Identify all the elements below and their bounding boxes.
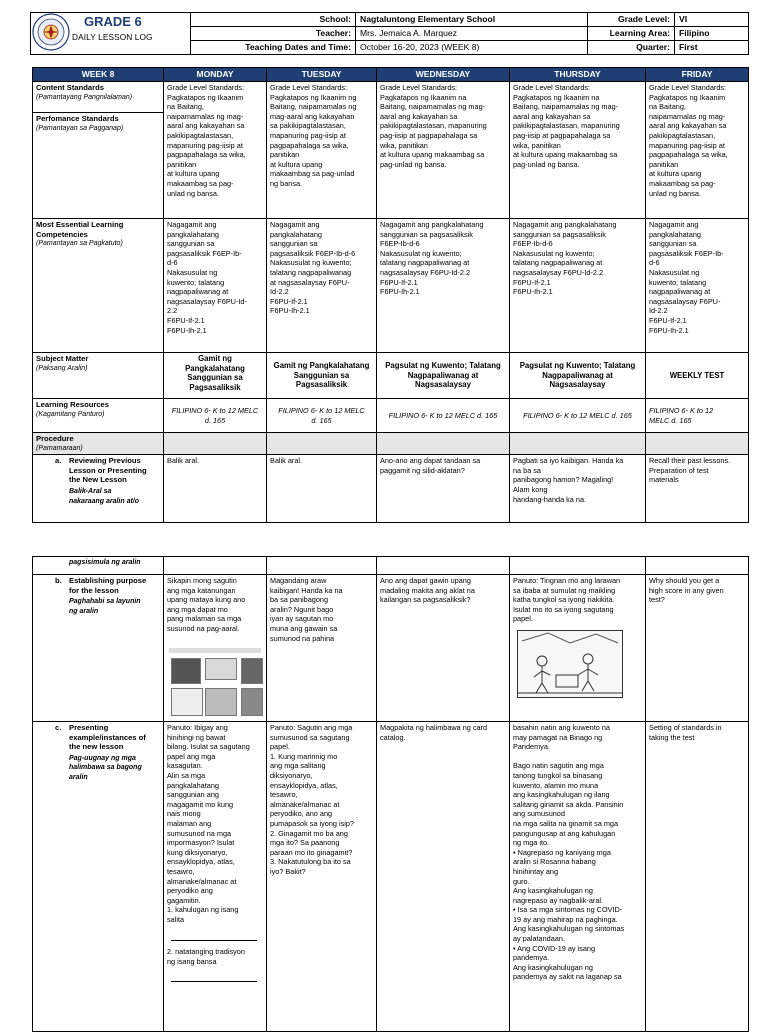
step-c-letter: c. (55, 723, 62, 732)
learning-area-label: Learning Area: (588, 27, 675, 41)
learning-resources-row (33, 399, 749, 433)
dates-label: Teaching Dates and Time: (191, 41, 356, 55)
resources-thursday: FILIPINO 6- K to 12 MELC d. 165 (510, 399, 646, 433)
subject-monday: Gamit ng Pangkalahatang Sanggunian sa Pagsasaliksik (164, 353, 267, 399)
step-c-monday-item2: 2. natatanging tradisyon ng isang bansa (167, 947, 245, 967)
step-a-continued-row (33, 557, 749, 575)
step-c-row (33, 722, 749, 1032)
step-a-sub: Balik-Aral sa nakaraang aralin at/o (69, 487, 140, 505)
step-a-letter: a. (55, 456, 62, 466)
subject-thursday: Pagsulat ng Kuwento; Talatang Nagpapaliwanag at Nagsasalaysay (510, 353, 646, 399)
step-b-tuesday: Magandang araw kaibigan! Handa ka na ba sa panibagong aralin? Ngunit bago iyan ay sagutan mo muna ang gawain sa sumunod na pahina (267, 575, 377, 722)
step-c-wednesday: Magpakita ng halimbawa ng card catalog. (377, 722, 510, 1032)
melc-label: Most Essential Learning Competencies (36, 220, 124, 239)
step-a-monday: Balik aral. (164, 455, 267, 523)
melc-monday: Nagagamit ang pangkalahatang sanggunian sa pagsasaliksik F6EP-Ib- d-6 Nakasusulat ng kuwento; talatang nagpapaliwanag at nagsasalaysay F6PU-Id- 2.2 F6PU-If-2.1 F6PU-Ih-2.1 (164, 219, 267, 353)
content-standards-sub: (Pamantayang Pangnilalaman) (36, 93, 133, 101)
subject-matter-sub: (Paksang Aralin) (36, 364, 88, 372)
step-b-wednesday: Ano ang dapat gawin upang madaling makita ang aklat na kailangan sa pagsasaliksik? (377, 575, 510, 722)
content-standards-row (33, 82, 749, 219)
col-thursday: THURSDAY (510, 68, 646, 82)
performance-standards-sub: (Pamantayan sa Pagganap) (36, 124, 124, 132)
answer-line-1 (171, 930, 257, 941)
step-b-sub: Paghahabi sa layunin ng aralin (69, 598, 141, 615)
grade-level-label: Grade Level: (588, 13, 675, 27)
grade-level-value: VI (675, 13, 749, 27)
story-illustration-image (517, 630, 623, 698)
step-c-thursday: basahin natin ang kuwento na may pamagat na Binago ng Pandemya. Bago natin sagutin ang mga tanong tungkol sa binasang kuwento, alamin mo muna ang kasingkahulugan ng ilang salitang ginamit sa akda. Pansinin ang sumusunod na mga salita na ginamit sa mga pangungusap at ang kahulugan ng mga ito. • Nagrepaso ng kaniyang mga aralin si Rosanna habang hinihintay ang guro. Ang kasingkahulugan ng nagrepaso ay nagbalik-aral. • Isa sa mga sintomas ng COVID- 19 ay ang mahirap na paghinga. Ang kasingkahulugan ng sintomas ay palatandaan. • Ang COVID-19 ay isang pandemya. Ang kasingkahulugan ng pandemya ay sakit na laganap sa (510, 722, 646, 1032)
school-value: Nagtaluntong Elementary School (356, 13, 588, 27)
learning-resources-label: Learning Resources (36, 400, 110, 409)
lesson-log-table-page2 (32, 556, 749, 1032)
performance-standards-label: Perfomance Standards (36, 114, 119, 123)
col-monday: MONDAY (164, 68, 267, 82)
col-wednesday: WEDNESDAY (377, 68, 510, 82)
col-week: WEEK 8 (33, 68, 164, 82)
resources-monday: FILIPINO 6- K to 12 MELC d. 165 (164, 399, 267, 433)
subject-matter-row (33, 353, 749, 399)
melc-wednesday: Nagagamit ang pangkalahatang sanggunian sa pagsasaliksik F6EP-Ib-d-6 Nakasusulat ng kuwento; talatang nagpapaliwanag at nagsasalaysay F6PU-Id-2.2 F6PU-If-2.1 F6PU-Ih-2.1 (377, 219, 510, 353)
school-label: School: (191, 13, 356, 27)
melc-friday: Nagagamit ang pangkalahatang sanggunian sa pagsasaliksik F6EP-Ib- d-6 Nakasusulat ng kuwento; talatang nagpapaliwanag at nagsasalaysay F6PU- Id-2.2 F6PU-If-2.1 F6PU-Ih-2.1 (646, 219, 749, 353)
step-b-monday: Sikapin mong sagutin ang mga katanungan upang mataya kung ano ang mga dapat mo pang malaman sa mga susunod na pag-aaral. (167, 576, 246, 633)
resources-tuesday: FILIPINO 6- K to 12 MELC d. 165 (267, 399, 377, 433)
col-friday: FRIDAY (646, 68, 749, 82)
step-a-thursday: Pagbati sa iyo kaibigan. Handa ka na ba sa panibagong hamon? Magaling! Alam kong handang-handa ka na. (510, 455, 646, 523)
step-a-friday: Recall their past lessons. Preparation of test materials (646, 455, 749, 523)
lesson-log-table-page1 (32, 67, 749, 523)
step-b-letter: b. (55, 576, 62, 585)
procedure-row (33, 433, 749, 455)
melc-tuesday: Nagagamit ang pangkalahatang sanggunian sa pagsasaliksik F6EP-Ib-d-6 Nakasusulat ng kuwento; talatang nagpapaliwanag at nagsasalaysay F6PU- Id-2.2 F6PU-If-2.1 F6PU-Ih-2.1 (267, 219, 377, 353)
subject-matter-label: Subject Matter (36, 354, 89, 363)
resources-friday: FILIPINO 6- K to 12 MELC d. 165 (646, 399, 749, 433)
step-a-row (33, 455, 749, 523)
step-a-continued-sub: pagsisimula ng aralin (69, 559, 141, 566)
col-tuesday: TUESDAY (267, 68, 377, 82)
learning-resources-sub: (Kagamitang Panturo) (36, 410, 105, 418)
content-friday: Grade Level Standards: Pagkatapos ng Ikaanim na Baitang, naipamamalas ng mag- aaral ang kakayahan sa pakikipagtalastasan, mapanuring pag-iisip at pagpapahalaga sa wika, panitikan at kultura upang makaambag sa pag- unlad ng bansa. (646, 82, 749, 219)
subject-tuesday: Gamit ng Pangkalahatang Sanggunian sa Pagsasaliksik (267, 353, 377, 399)
subject-friday: WEEKLY TEST (646, 353, 749, 399)
procedure-label: Procedure (36, 434, 74, 443)
step-b-friday: Why should you get a high score in any given test? (646, 575, 749, 722)
step-c-friday: Setting of standards in taking the test (646, 722, 749, 1032)
step-c-monday: Panuto: Ibigay ang hinihingi ng bawat bilang. Isulat sa sagutang papel ang mga kasagutan. Alin sa mga pangkalahatang sanggunian ang magagamit mo kung nais mong malaman ang sumusunod na mga impormasyon? Isulat kung diksiyonaryo, ensayklopidya, atlas, tesawro, almanake/almanac at peryodiko ang gagamitin. 1. kahulugan ng isang salita (167, 723, 250, 924)
melc-thursday: Nagagamit ang pangkalahatang sanggunian sa pagsasaliksik F6EP-Ib-d-6 Nakasusulat ng kuwento; talatang nagpapaliwanag at nagsasalaysay F6PU-Id-2.2 F6PU-If-2.1 F6PU-Ih-2.1 (510, 219, 646, 353)
subject-wednesday: Pagsulat ng Kuwento; Talatang Nagpapaliwanag at Nagsasalaysay (377, 353, 510, 399)
quarter-value: First (675, 41, 749, 55)
reference-books-image (167, 648, 263, 718)
step-a-wednesday: Ano-ano ang dapat tandaan sa paggamit ng silid-aklatan? (377, 455, 510, 523)
procedure-sub: (Pamamaraan) (36, 444, 83, 452)
melc-row (33, 219, 749, 353)
day-header-row (33, 68, 749, 82)
content-monday: Grade Level Standards: Pagkatapos ng Ikaanim na Baitang, naipamamalas ng mag- aaral ang kakayahan sa pakikipagtalastasan, mapanuring pag-iisip at pagpapahalaga sa wika, panitikan at kultura upang makaambag sa pag- unlad ng bansa. (164, 82, 267, 219)
step-c-tuesday: Panuto: Sagutin ang mga sumusunod sa sagutang papel. 1. Kung maririnig mo ang mga salitang diksiyonaryo, ensayklopidya, atlas, tesawro, almanake/almanac at peryodiko, ano ang pumapasok sa iyong isip? 2. Ginagamit mo ba ang mga ito? Sa paanong paraan mo ito ginagamit? 3. Nakatutulong ba ito sa iyo? Bakit? (267, 722, 377, 1032)
content-standards-label: Content Standards (36, 83, 104, 92)
step-c-label: Presenting example/instances of the new lesson (69, 723, 146, 752)
content-wednesday: Grade Level Standards: Pagkatapos ng Ikaanim na Baitang, naipamamalas ng mag- aaral ang kakayahan sa pakikipagtalastasan, mapanuring pag-iisip at pagpapahalaga sa wika, panitikan at kultura upang makaambag sa pag-unlad ng bansa. (377, 82, 510, 219)
teacher-label: Teacher: (191, 27, 356, 41)
step-b-row (33, 575, 749, 722)
step-c-sub: Pag-uugnay ng mga halimbawa sa bagong aralin (69, 754, 142, 781)
answer-line-2 (171, 971, 257, 982)
content-tuesday: Grade Level Standards: Pagkatapos ng Ikaanim ng Baitang, naipamamalas ng mag-aaral ang kakayahan sa pakikipagtalastasan, mapanuring pag-iisip at pagpapahalaga sa wika, panitikan at kultura upang makaambag sa pag-unlad ng bansa. (267, 82, 377, 219)
grade-title: GRADE 6 (84, 14, 142, 29)
teacher-value: Mrs. Jemaica A. Marquez (356, 27, 588, 41)
melc-sub: (Pamantayan sa Pagkatuto) (36, 240, 123, 248)
learning-area-value: Filipino (675, 27, 749, 41)
quarter-label: Quarter: (588, 41, 675, 55)
step-a-label: Reviewing Previous Lesson or Presenting the New Lesson (69, 456, 147, 485)
log-title: DAILY LESSON LOG (72, 32, 153, 42)
content-thursday: Grade Level Standards: Pagkatapos ng Ikaanim na Baitang, naipamamalas ng mag- aaral ang kakayahan sa pakikipagtalastasan, mapanuring pag-iisip at pagpapahalaga sa wika, panitikan at kultura upang makaambag sa pag-unlad ng bansa. (510, 82, 646, 219)
resources-wednesday: FILIPINO 6- K to 12 MELC d. 165 (377, 399, 510, 433)
step-a-tuesday: Balik aral. (267, 455, 377, 523)
header-info-table (30, 12, 749, 55)
dates-value: October 16-20, 2023 (WEEK 8) (356, 41, 588, 55)
step-b-label: Establishing purpose for the lesson (69, 576, 147, 595)
step-b-thursday: Panuto: Tingnan mo ang larawan sa ibaba at sumulat ng maikling katha tungkol sa iyong nakikita. Isulat mo ito sa iyong sagutang papel. (513, 576, 621, 624)
